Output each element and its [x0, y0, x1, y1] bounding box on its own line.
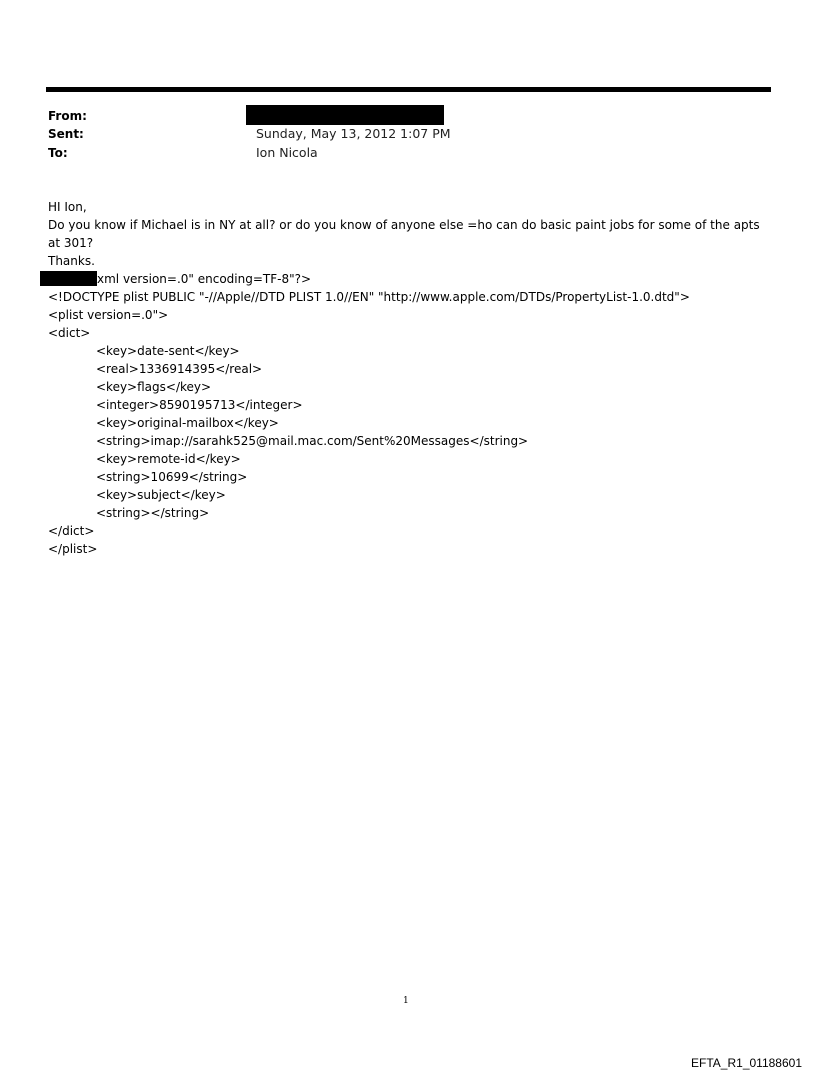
- redaction-xml: [40, 271, 97, 286]
- redaction-from: [246, 105, 444, 125]
- header-rule: [46, 87, 771, 92]
- mailbox-string: <string>imap://sarahk525@mail.mac.com/Sent%20Messages</string>: [96, 434, 529, 448]
- page-number: 1: [403, 996, 409, 1006]
- to-value: Ion Nicola: [256, 145, 318, 160]
- key-flags: <key>flags</key>: [96, 380, 212, 394]
- key-remote-id: <key>remote-id</key>: [96, 452, 241, 466]
- integer-value: <integer>8590195713</integer>: [96, 398, 303, 412]
- to-label: To:: [48, 146, 68, 160]
- doctype-line: <!DOCTYPE plist PUBLIC "-//Apple//DTD PLIST 1.0//EN" "http://www.apple.com/DTDs/PropertyList-1.0.dtd">: [48, 290, 690, 304]
- message-line: Do you know if Michael is in NY at all? or do you know of anyone else =ho can do basic paint jobs for some of the apts at 301?: [48, 218, 760, 250]
- real-value: <real>1336914395</real>: [96, 362, 263, 376]
- sent-value: Sunday, May 13, 2012 1:07 PM: [256, 126, 451, 141]
- greeting: HI Ion,: [48, 200, 87, 214]
- key-subject: <key>subject</key>: [96, 488, 226, 502]
- subject-string: <string></string>: [96, 506, 210, 520]
- key-date-sent: <key>date-sent</key>: [96, 344, 240, 358]
- plist-open: <plist version=.0">: [48, 308, 169, 322]
- from-label: From:: [48, 109, 87, 123]
- sent-label: Sent:: [48, 127, 84, 141]
- document-id: EFTA_R1_01188601: [691, 1056, 802, 1070]
- plist-close: </plist>: [48, 542, 98, 556]
- key-original-mailbox: <key>original-mailbox</key>: [96, 416, 279, 430]
- xml-declaration: xml version=.0" encoding=TF-8"?>: [97, 272, 312, 286]
- dict-open: <dict>: [48, 326, 91, 340]
- dict-close: </dict>: [48, 524, 95, 538]
- remote-id-string: <string>10699</string>: [96, 470, 248, 484]
- thanks-line: Thanks.: [48, 254, 95, 268]
